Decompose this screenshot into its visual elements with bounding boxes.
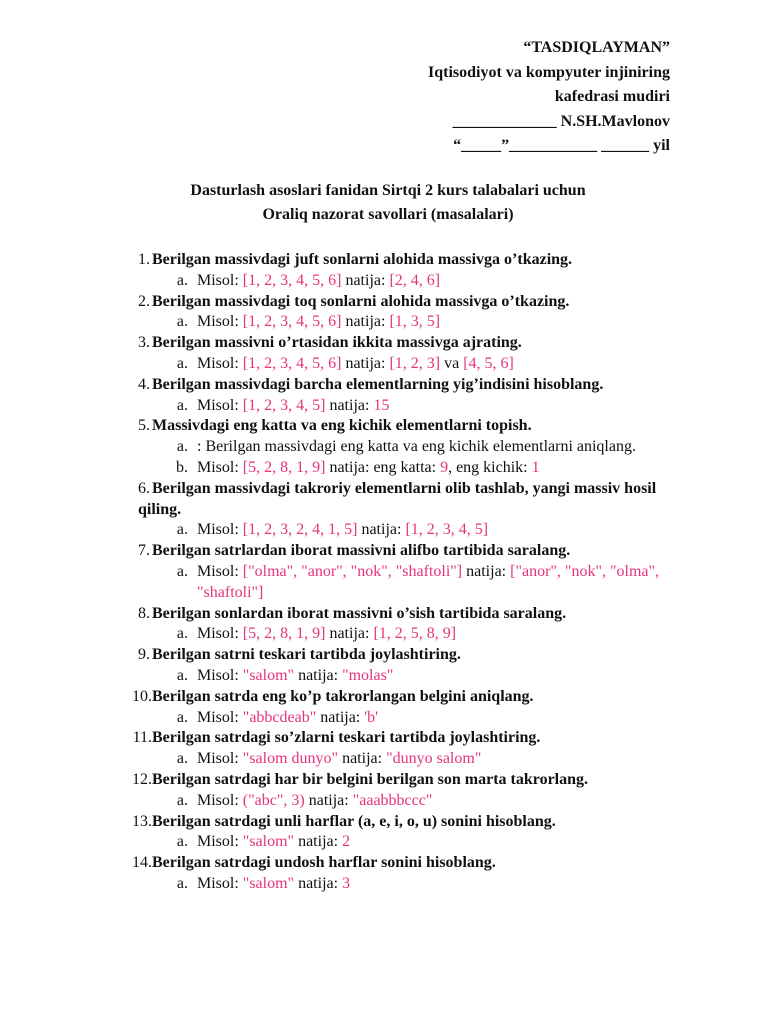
task-number: 7. [138,542,150,560]
example-input: [1, 2, 3, 4, 5, 6] [242,354,342,372]
example-item [0,666,768,687]
example-input: "salom dunyo" [242,750,339,768]
example-output: 15 [373,396,390,414]
example-input: [1, 2, 3, 4, 5, 6] [242,271,342,289]
heading-line-2: Oraliq nazorat savollari (masalalari) [262,206,514,223]
task-number: 11. [132,729,152,747]
example-item [0,708,768,729]
task-item [0,604,768,625]
approval-date-line: “_____”___________ ______ yil [453,137,670,154]
example-marker: a. [176,396,188,414]
misol-label: Misol: [197,521,243,539]
example-item [0,624,768,645]
example-input: [5, 2, 8, 1, 9] [242,458,326,476]
task-item [0,728,768,749]
misol-label: Misol: [197,791,243,809]
task-text: Berilgan satrni teskari tartibda joylashtiring. [152,646,461,664]
task-text: Berilgan massivdagi juft sonlarni alohida massivga o’tkazing. [152,251,573,268]
misol-label: Misol: [197,833,243,851]
natija-label: natija: [325,396,374,414]
example-input: ("abc", 3) [242,791,305,809]
example-marker: a. [176,521,188,539]
description-text: : Berilgan massivdagi eng katta va eng kichik elementlarni aniqlang. [197,438,636,456]
natija-label: natija: [357,521,406,539]
task-text: Berilgan massivdagi barcha elementlarning yig’indisini hisoblang. [152,375,604,393]
misol-label: Misol: [197,354,243,372]
task-item [0,479,768,521]
example-item [0,562,768,604]
example-input: "salom" [242,874,295,892]
document-heading [0,179,768,227]
natija-min-label: , eng kichik: [448,458,532,476]
example-max: 9 [440,458,449,476]
natija-label: natija: [325,625,374,643]
task-item [0,250,768,271]
example-output-first: [1, 2, 3] [389,354,441,372]
example-output: [1, 2, 3, 4, 5] [405,521,489,539]
example-marker: a. [176,874,188,892]
example-marker: a. [176,562,188,580]
example-output: "aaabbbccc" [352,791,433,809]
example-output: "molas" [342,666,394,684]
task-text: Berilgan satrda eng ko’p takrorlangan belgini aniqlang. [152,687,534,705]
task-item [0,292,768,313]
task-text: Berilgan massivdagi toq sonlarni alohida massivga o’tkazing. [152,292,570,310]
example-output: [1, 2, 5, 8, 9] [373,625,457,643]
example-input: ["olma", "anor", "nok", "shaftoli"] [242,562,463,580]
example-min: 1 [531,458,540,476]
task-item [0,687,768,708]
example-marker: a. [176,791,188,809]
task-number: 8. [138,604,150,622]
example-marker: a. [176,271,188,289]
approval-position: kafedrasi mudiri [554,88,670,105]
description-item [0,437,768,458]
example-input: [5, 2, 8, 1, 9] [242,625,326,643]
task-item [0,853,768,874]
example-output: 3 [342,874,351,892]
misol-label: Misol: [197,313,243,331]
natija-label: natija: [294,874,343,892]
task-list [0,250,768,895]
example-item [0,312,768,333]
task-number: 6. [138,479,150,497]
task-text: Berilgan sonlardan iborat massivni o’sish tartibida saralang. [152,604,567,622]
example-marker: a. [176,666,188,684]
approval-block [428,36,670,159]
approval-title: “TASDIQLAYMAN” [523,39,670,56]
example-output: [1, 3, 5] [389,313,441,331]
misol-label: Misol: [197,666,243,684]
task-number: 5. [138,417,150,435]
example-marker: a. [176,625,188,643]
task-number: 13. [132,812,152,830]
task-text: Berilgan satrdagi undosh harflar sonini hisoblang. [152,854,496,872]
example-output: "dunyo salom" [386,750,482,768]
misol-label: Misol: [197,625,243,643]
misol-label: Misol: [197,271,243,289]
task-text: Berilgan massivni o’rtasidan ikkita massivga ajrating. [152,334,522,352]
example-marker: a. [176,313,188,331]
task-number: 2. [138,292,150,310]
natija-label: natija: [294,833,343,851]
task-text: Massivdagi eng katta va eng kichik elementlarni topish. [152,417,532,435]
task-text: Berilgan satrlardan iborat massivni alifbo tartibida saralang. [152,542,571,560]
misol-label: Misol: [197,708,243,726]
example-output-second: [4, 5, 6] [463,354,514,372]
task-item [0,770,768,791]
example-marker: a. [176,354,188,372]
example-marker: a. [176,833,188,851]
task-number: 9. [138,646,150,664]
task-item [0,812,768,833]
task-text: Berilgan satrdagi har bir belgini berilgan son marta takrorlang. [152,770,589,788]
task-number: 10. [132,687,152,705]
example-input: "abbcdeab" [242,708,317,726]
example-input: "salom" [242,833,295,851]
example-item [0,271,768,292]
example-output: ["anor", "nok", "olma", "shaftoli"] [197,562,660,601]
natija-max-label: natija: eng katta: [325,458,441,476]
natija-label: natija: [462,562,511,580]
example-output: 2 [342,833,351,851]
example-item [0,791,768,812]
example-item [0,832,768,853]
natija-label: natija: [341,271,390,289]
natija-label: natija: [338,750,387,768]
natija-label: natija: [316,708,365,726]
misol-label: Misol: [197,874,243,892]
task-text: Berilgan massivdagi takroriy elementlarni olib tashlab, yangi massiv hosil qiling. [138,479,657,518]
task-item [0,541,768,562]
task-number: 4. [138,375,150,393]
conjunction: va [440,354,464,372]
task-item [0,333,768,354]
approval-signature-line: _____________ N.SH.Mavlonov [452,112,670,130]
example-input: [1, 2, 3, 2, 4, 1, 5] [242,521,358,539]
heading-line-1: Dasturlash asoslari fanidan Sirtqi 2 kurs talabalari uchun [190,182,586,199]
example-item [0,520,768,541]
example-item [0,749,768,770]
example-item [0,874,768,895]
example-marker: a. [176,438,188,456]
example-item [0,396,768,417]
task-item [0,375,768,396]
natija-label: natija: [294,666,343,684]
task-text: Berilgan satrdagi unli harflar (a, e, i, o, u) sonini hisoblang. [152,812,556,830]
approval-department: Iqtisodiyot va kompyuter injiniring [428,63,670,81]
natija-label: natija: [304,791,353,809]
misol-label: Misol: [197,396,243,414]
example-output: 'b' [364,708,379,726]
example-marker: a. [176,750,188,768]
example-input: [1, 2, 3, 4, 5, 6] [242,313,342,331]
example-marker: a. [176,708,188,726]
example-item [0,354,768,375]
misol-label: Misol: [197,750,243,768]
example-output: [2, 4, 6] [389,271,441,289]
natija-label: natija: [341,354,390,372]
task-number: 3. [138,334,150,352]
task-item [0,416,768,437]
example-item [0,458,768,479]
example-marker: b. [176,458,188,476]
misol-label: Misol: [197,562,243,580]
example-input: "salom" [242,666,295,684]
natija-label: natija: [341,313,390,331]
task-number: 12. [132,770,152,788]
example-input: [1, 2, 3, 4, 5] [242,396,326,414]
misol-label: Misol: [197,458,243,476]
task-text: Berilgan satrdagi so’zlarni teskari tartibda joylashtiring. [152,729,541,747]
task-number: 14. [132,854,152,872]
task-item [0,645,768,666]
task-number: 1. [138,251,150,268]
